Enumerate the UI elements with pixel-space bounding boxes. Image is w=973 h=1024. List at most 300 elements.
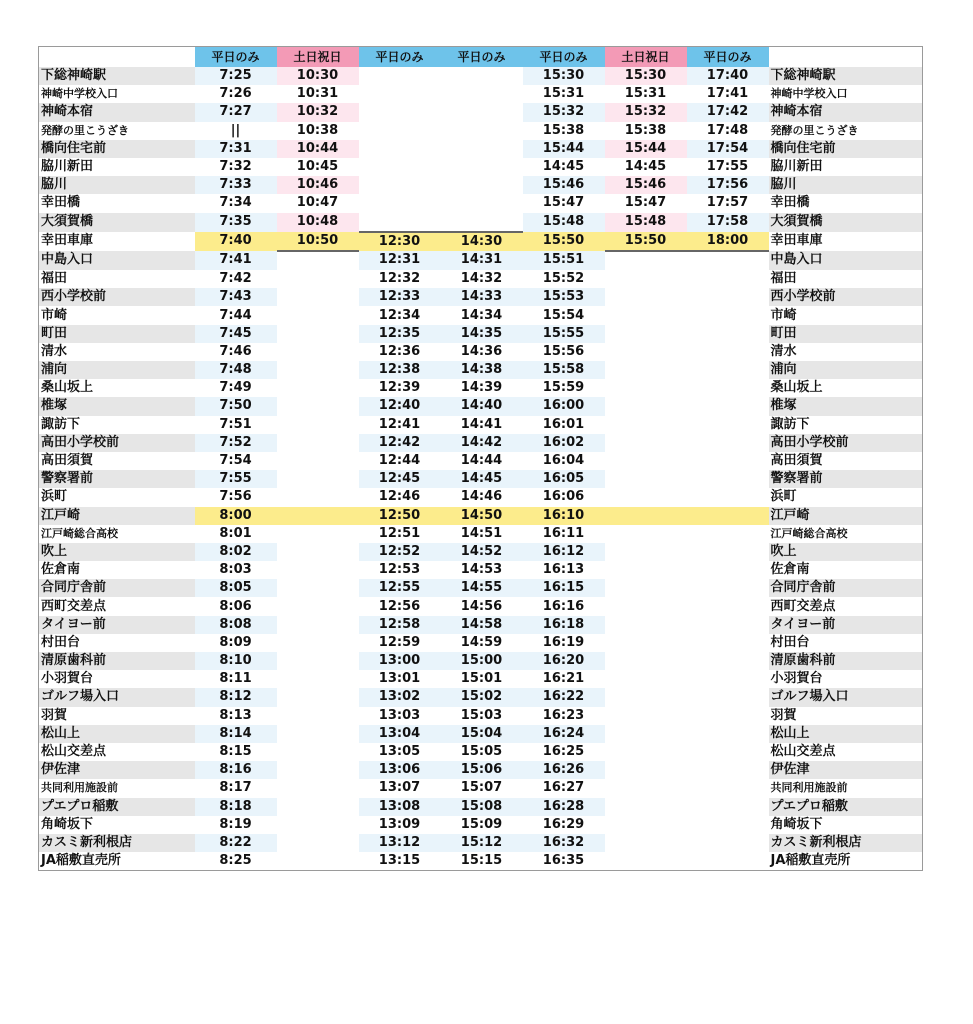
time-cell xyxy=(605,725,687,743)
time-cell xyxy=(441,122,523,140)
stop-name-left: 発酵の里こうざき xyxy=(39,122,195,140)
time-cell: 15:44 xyxy=(523,140,605,158)
table-row xyxy=(39,525,923,543)
stop-name-left: 共同利用施設前 xyxy=(39,779,195,797)
table-row xyxy=(39,761,923,779)
time-cell: 14:45 xyxy=(523,158,605,176)
time-cell xyxy=(605,670,687,688)
time-cell: 10:47 xyxy=(277,194,359,212)
time-cell xyxy=(687,634,769,652)
time-cell: 15:30 xyxy=(605,67,687,85)
time-cell: 13:08 xyxy=(359,798,441,816)
time-cell: 15:59 xyxy=(523,379,605,397)
table-row xyxy=(39,688,923,706)
time-cell: 10:48 xyxy=(277,213,359,232)
stop-name-right: JA稲敷直売所 xyxy=(769,852,923,871)
time-cell: 7:35 xyxy=(195,213,277,232)
stop-name-right: 伊佐津 xyxy=(769,761,923,779)
table-row xyxy=(39,397,923,415)
time-cell: 14:40 xyxy=(441,397,523,415)
time-cell: 7:31 xyxy=(195,140,277,158)
time-cell: 16:35 xyxy=(523,852,605,871)
time-cell xyxy=(277,397,359,415)
time-cell xyxy=(277,251,359,270)
time-cell xyxy=(277,288,359,306)
time-cell: 17:54 xyxy=(687,140,769,158)
time-cell: 15:48 xyxy=(523,213,605,232)
time-cell xyxy=(277,579,359,597)
time-cell xyxy=(277,270,359,288)
time-cell: 13:03 xyxy=(359,707,441,725)
time-cell: 16:02 xyxy=(523,434,605,452)
time-cell: 15:07 xyxy=(441,779,523,797)
table-row xyxy=(39,434,923,452)
time-cell: 14:38 xyxy=(441,361,523,379)
time-cell: 16:15 xyxy=(523,579,605,597)
stop-name-right: 幸田車庫 xyxy=(769,232,923,251)
time-cell: 13:04 xyxy=(359,725,441,743)
time-cell xyxy=(359,67,441,85)
time-cell: 17:58 xyxy=(687,213,769,232)
time-cell xyxy=(687,834,769,852)
time-cell: 16:00 xyxy=(523,397,605,415)
stop-name-left: ゴルフ場入口 xyxy=(39,688,195,706)
time-cell xyxy=(359,158,441,176)
time-cell: 7:41 xyxy=(195,251,277,270)
stop-name-right: 浜町 xyxy=(769,488,923,506)
time-cell: 14:56 xyxy=(441,597,523,615)
time-cell xyxy=(605,306,687,324)
time-cell xyxy=(687,707,769,725)
time-cell: 17:57 xyxy=(687,194,769,212)
time-cell: 7:44 xyxy=(195,306,277,324)
time-cell: 15:55 xyxy=(523,325,605,343)
time-cell xyxy=(441,176,523,194)
time-cell xyxy=(277,707,359,725)
stop-name-right: ゴルフ場入口 xyxy=(769,688,923,706)
table-row xyxy=(39,543,923,561)
stop-name-right: 桑山坂上 xyxy=(769,379,923,397)
time-cell: 8:01 xyxy=(195,525,277,543)
time-cell: 12:30 xyxy=(359,232,441,251)
time-cell xyxy=(277,325,359,343)
time-cell xyxy=(359,176,441,194)
time-cell: 16:25 xyxy=(523,743,605,761)
stop-name-left: JA稲敷直売所 xyxy=(39,852,195,871)
stop-name-right: 中島入口 xyxy=(769,251,923,270)
table-row xyxy=(39,652,923,670)
time-cell xyxy=(687,251,769,270)
column-header-1: 平日のみ xyxy=(195,47,277,68)
time-cell: 8:19 xyxy=(195,816,277,834)
time-cell: 7:46 xyxy=(195,343,277,361)
time-cell xyxy=(277,834,359,852)
table-row xyxy=(39,616,923,634)
time-cell: 12:53 xyxy=(359,561,441,579)
time-cell xyxy=(605,616,687,634)
table-row xyxy=(39,597,923,615)
time-cell xyxy=(605,270,687,288)
time-cell: 13:12 xyxy=(359,834,441,852)
time-cell xyxy=(605,325,687,343)
time-cell: 14:51 xyxy=(441,525,523,543)
stop-name-left: 佐倉南 xyxy=(39,561,195,579)
stop-name-left: 松山交差点 xyxy=(39,743,195,761)
time-cell: 14:36 xyxy=(441,343,523,361)
time-cell xyxy=(605,251,687,270)
stop-name-left: タイヨー前 xyxy=(39,616,195,634)
time-cell xyxy=(605,361,687,379)
stop-name-left: 合同庁舎前 xyxy=(39,579,195,597)
time-cell xyxy=(605,634,687,652)
table-row xyxy=(39,779,923,797)
time-cell xyxy=(441,103,523,121)
time-cell: 8:03 xyxy=(195,561,277,579)
stop-name-left: 椎塚 xyxy=(39,397,195,415)
time-cell: 16:18 xyxy=(523,616,605,634)
time-cell xyxy=(605,652,687,670)
stop-name-left: 清原歯科前 xyxy=(39,652,195,670)
time-cell: 12:44 xyxy=(359,452,441,470)
time-cell xyxy=(441,158,523,176)
column-header-3: 平日のみ xyxy=(359,47,441,68)
time-cell: 17:40 xyxy=(687,67,769,85)
time-cell xyxy=(277,525,359,543)
time-cell xyxy=(687,270,769,288)
time-cell xyxy=(687,361,769,379)
time-cell: 15:48 xyxy=(605,213,687,232)
header-blank-right xyxy=(769,47,923,68)
stop-name-right: 福田 xyxy=(769,270,923,288)
time-cell: 17:48 xyxy=(687,122,769,140)
time-cell xyxy=(605,561,687,579)
stop-name-left: 警察署前 xyxy=(39,470,195,488)
time-cell: 8:18 xyxy=(195,798,277,816)
time-cell xyxy=(277,652,359,670)
time-cell xyxy=(277,361,359,379)
time-cell xyxy=(277,670,359,688)
time-cell: 8:08 xyxy=(195,616,277,634)
time-cell xyxy=(277,816,359,834)
stop-name-right: 佐倉南 xyxy=(769,561,923,579)
time-cell: 16:19 xyxy=(523,634,605,652)
time-cell xyxy=(605,525,687,543)
stop-name-right: プエプロ稲敷 xyxy=(769,798,923,816)
stop-name-right: 脇川 xyxy=(769,176,923,194)
time-cell: 15:54 xyxy=(523,306,605,324)
time-cell xyxy=(687,525,769,543)
time-cell: 10:32 xyxy=(277,103,359,121)
time-cell: 8:25 xyxy=(195,852,277,871)
time-cell: 15:31 xyxy=(523,85,605,103)
time-cell: 16:10 xyxy=(523,507,605,525)
time-cell xyxy=(687,688,769,706)
time-cell xyxy=(687,652,769,670)
time-cell xyxy=(605,579,687,597)
time-cell xyxy=(441,213,523,232)
time-cell: 7:48 xyxy=(195,361,277,379)
time-cell xyxy=(605,397,687,415)
time-cell xyxy=(687,434,769,452)
time-cell: 10:45 xyxy=(277,158,359,176)
time-cell: 7:49 xyxy=(195,379,277,397)
time-cell: 8:22 xyxy=(195,834,277,852)
time-cell: 14:59 xyxy=(441,634,523,652)
time-cell xyxy=(277,470,359,488)
time-cell: 17:41 xyxy=(687,85,769,103)
time-cell xyxy=(687,306,769,324)
time-cell: 13:15 xyxy=(359,852,441,871)
stop-name-left: 福田 xyxy=(39,270,195,288)
stop-name-left: 橋向住宅前 xyxy=(39,140,195,158)
time-cell xyxy=(277,416,359,434)
stop-name-left: カスミ新利根店 xyxy=(39,834,195,852)
stop-name-left: 羽賀 xyxy=(39,707,195,725)
time-cell: 12:45 xyxy=(359,470,441,488)
time-cell: 12:33 xyxy=(359,288,441,306)
time-cell xyxy=(687,779,769,797)
time-cell xyxy=(359,103,441,121)
time-cell: 14:53 xyxy=(441,561,523,579)
stop-name-right: 合同庁舎前 xyxy=(769,579,923,597)
table-row xyxy=(39,743,923,761)
table-row xyxy=(39,634,923,652)
time-cell xyxy=(605,379,687,397)
time-cell xyxy=(687,597,769,615)
time-cell: 16:12 xyxy=(523,543,605,561)
stop-name-left: 幸田橋 xyxy=(39,194,195,212)
time-cell: 15:02 xyxy=(441,688,523,706)
time-cell xyxy=(277,852,359,871)
time-cell: 8:05 xyxy=(195,579,277,597)
column-header-7: 平日のみ xyxy=(687,47,769,68)
time-cell xyxy=(277,306,359,324)
time-cell: 15:38 xyxy=(605,122,687,140)
time-cell: 12:51 xyxy=(359,525,441,543)
time-cell: 16:06 xyxy=(523,488,605,506)
stop-name-left: 神崎本宿 xyxy=(39,103,195,121)
time-cell: 7:45 xyxy=(195,325,277,343)
stop-name-right: 清原歯科前 xyxy=(769,652,923,670)
time-cell: 15:51 xyxy=(523,251,605,270)
time-cell: 14:33 xyxy=(441,288,523,306)
time-cell: 12:55 xyxy=(359,579,441,597)
time-cell: 8:16 xyxy=(195,761,277,779)
stop-name-right: 清水 xyxy=(769,343,923,361)
time-cell: 14:45 xyxy=(605,158,687,176)
time-cell: 12:42 xyxy=(359,434,441,452)
time-cell xyxy=(277,434,359,452)
time-cell xyxy=(605,543,687,561)
time-cell: 7:56 xyxy=(195,488,277,506)
time-cell xyxy=(277,507,359,525)
time-cell: 10:50 xyxy=(277,232,359,251)
time-cell xyxy=(687,488,769,506)
time-cell xyxy=(441,85,523,103)
stop-name-left: 大須賀橋 xyxy=(39,213,195,232)
time-cell xyxy=(277,688,359,706)
time-cell: 7:55 xyxy=(195,470,277,488)
time-cell: 16:29 xyxy=(523,816,605,834)
time-cell xyxy=(605,597,687,615)
stop-name-right: 西町交差点 xyxy=(769,597,923,615)
time-cell xyxy=(687,579,769,597)
time-cell: 8:15 xyxy=(195,743,277,761)
stop-name-left: 神崎中学校入口 xyxy=(39,85,195,103)
time-cell: 15:50 xyxy=(605,232,687,251)
table-row xyxy=(39,122,923,140)
time-cell: 8:11 xyxy=(195,670,277,688)
stop-name-right: 共同利用施設前 xyxy=(769,779,923,797)
time-cell xyxy=(277,379,359,397)
time-cell: 17:42 xyxy=(687,103,769,121)
time-cell: 14:58 xyxy=(441,616,523,634)
table-row xyxy=(39,361,923,379)
header-blank-left xyxy=(39,47,195,68)
table-row xyxy=(39,561,923,579)
time-cell: 15:50 xyxy=(523,232,605,251)
time-cell xyxy=(687,452,769,470)
time-cell xyxy=(605,452,687,470)
time-cell xyxy=(441,194,523,212)
time-cell xyxy=(687,798,769,816)
time-cell xyxy=(277,488,359,506)
time-cell xyxy=(277,616,359,634)
table-row xyxy=(39,416,923,434)
stop-name-right: 下総神崎駅 xyxy=(769,67,923,85)
time-cell xyxy=(687,761,769,779)
time-cell xyxy=(605,779,687,797)
table-row xyxy=(39,707,923,725)
time-cell xyxy=(687,416,769,434)
time-cell: 15:12 xyxy=(441,834,523,852)
time-cell: 12:39 xyxy=(359,379,441,397)
time-cell: 8:10 xyxy=(195,652,277,670)
time-cell: 14:41 xyxy=(441,416,523,434)
time-cell: 14:31 xyxy=(441,251,523,270)
time-cell: 12:32 xyxy=(359,270,441,288)
bus-timetable xyxy=(38,46,923,871)
table-row xyxy=(39,816,923,834)
time-cell: 8:12 xyxy=(195,688,277,706)
time-cell xyxy=(605,507,687,525)
table-row xyxy=(39,158,923,176)
stop-name-left: 脇川新田 xyxy=(39,158,195,176)
stop-name-left: 小羽賀台 xyxy=(39,670,195,688)
time-cell: 8:09 xyxy=(195,634,277,652)
time-cell xyxy=(605,761,687,779)
stop-name-left: 清水 xyxy=(39,343,195,361)
time-cell: 13:06 xyxy=(359,761,441,779)
time-cell: 16:23 xyxy=(523,707,605,725)
time-cell: 8:17 xyxy=(195,779,277,797)
table-row xyxy=(39,579,923,597)
time-cell: 15:47 xyxy=(605,194,687,212)
time-cell: 13:01 xyxy=(359,670,441,688)
table-row xyxy=(39,852,923,871)
time-cell: 15:47 xyxy=(523,194,605,212)
time-cell: 15:08 xyxy=(441,798,523,816)
time-cell: 14:44 xyxy=(441,452,523,470)
time-cell xyxy=(277,798,359,816)
stop-name-left: 市崎 xyxy=(39,306,195,324)
table-row xyxy=(39,306,923,324)
time-cell: 15:38 xyxy=(523,122,605,140)
time-cell: 14:46 xyxy=(441,488,523,506)
time-cell xyxy=(359,122,441,140)
table-row xyxy=(39,67,923,85)
time-cell: 14:42 xyxy=(441,434,523,452)
stop-name-left: 幸田車庫 xyxy=(39,232,195,251)
time-cell xyxy=(687,379,769,397)
stop-name-right: 江戸崎総合高校 xyxy=(769,525,923,543)
time-cell: 12:38 xyxy=(359,361,441,379)
time-cell: 17:55 xyxy=(687,158,769,176)
stop-name-left: 松山上 xyxy=(39,725,195,743)
time-cell: 12:34 xyxy=(359,306,441,324)
time-cell: 13:02 xyxy=(359,688,441,706)
time-cell xyxy=(605,798,687,816)
stop-name-right: 羽賀 xyxy=(769,707,923,725)
time-cell xyxy=(359,85,441,103)
time-cell: 15:31 xyxy=(605,85,687,103)
time-cell xyxy=(277,343,359,361)
time-cell: 7:50 xyxy=(195,397,277,415)
time-cell: 15:32 xyxy=(605,103,687,121)
time-cell xyxy=(687,725,769,743)
time-cell: 7:32 xyxy=(195,158,277,176)
stop-name-right: 脇川新田 xyxy=(769,158,923,176)
time-cell: 7:51 xyxy=(195,416,277,434)
time-cell xyxy=(277,779,359,797)
table-row xyxy=(39,325,923,343)
time-cell: 15:09 xyxy=(441,816,523,834)
stop-name-right: 諏訪下 xyxy=(769,416,923,434)
time-cell xyxy=(605,434,687,452)
time-cell: 7:34 xyxy=(195,194,277,212)
time-cell: 16:28 xyxy=(523,798,605,816)
time-cell: 16:27 xyxy=(523,779,605,797)
time-cell xyxy=(687,470,769,488)
time-cell: 16:04 xyxy=(523,452,605,470)
time-cell xyxy=(441,140,523,158)
header-row xyxy=(39,47,923,68)
time-cell: 15:15 xyxy=(441,852,523,871)
time-cell xyxy=(687,397,769,415)
stop-name-right: 松山交差点 xyxy=(769,743,923,761)
time-cell: 16:26 xyxy=(523,761,605,779)
time-cell: 8:14 xyxy=(195,725,277,743)
time-cell xyxy=(277,597,359,615)
time-cell: 16:24 xyxy=(523,725,605,743)
time-cell: 7:43 xyxy=(195,288,277,306)
time-cell: 17:56 xyxy=(687,176,769,194)
time-cell xyxy=(359,140,441,158)
time-cell: 15:30 xyxy=(523,67,605,85)
time-cell: 10:31 xyxy=(277,85,359,103)
time-cell xyxy=(605,816,687,834)
time-cell: 13:07 xyxy=(359,779,441,797)
time-cell: 14:45 xyxy=(441,470,523,488)
time-cell: 10:44 xyxy=(277,140,359,158)
time-cell xyxy=(605,470,687,488)
table-row xyxy=(39,379,923,397)
table-row xyxy=(39,176,923,194)
stop-name-left: プエプロ稲敷 xyxy=(39,798,195,816)
stop-name-right: 吹上 xyxy=(769,543,923,561)
stop-name-left: 下総神崎駅 xyxy=(39,67,195,85)
time-cell: 15:53 xyxy=(523,288,605,306)
